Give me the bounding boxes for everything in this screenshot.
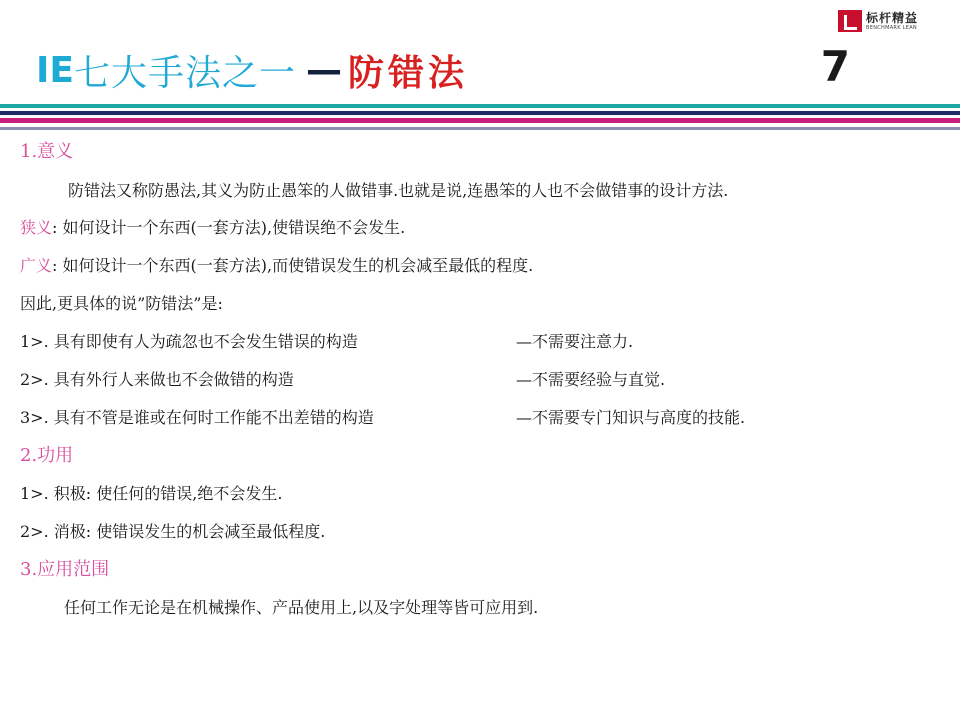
item-left: 2>. 具有外行人来做也不会做错的构造 [20, 370, 294, 389]
narrow-definition [20, 209, 940, 247]
logo-mark-icon [838, 10, 862, 32]
logo-en: BENCHMARK LEAN [866, 24, 917, 31]
item-right: —不需要注意力. [516, 332, 634, 351]
page-title [36, 44, 468, 96]
title-prefix: IE [36, 49, 74, 91]
page-number: 7 [820, 42, 850, 91]
meaning-paragraph: 防错法又称防愚法,其义为防止愚笨的人做错事.也就是说,连愚笨的人也不会做错事的设计方法. [68, 181, 729, 200]
logo-cn: 标杆精益 [866, 10, 919, 25]
narrow-text: : 如何设计一个东西(一套方法),使错误绝不会发生. [52, 218, 406, 237]
logo-text [866, 12, 918, 31]
therefore-line: 因此,更具体的说”防错法”是: [20, 294, 223, 313]
title-divider [0, 104, 960, 130]
list-item [20, 399, 940, 437]
item-left: 1>. 具有即使有人为疏忽也不会发生错误的构造 [20, 332, 358, 351]
broad-text: : 如何设计一个东西(一套方法),而使错误发生的机会减至最低的程度. [52, 256, 534, 275]
broad-definition [20, 247, 940, 285]
narrow-label: 狭义 [20, 218, 53, 237]
list-item [20, 361, 940, 399]
list-item: 2>. 消极: 使错误发生的机会减至最低程度. [20, 522, 326, 541]
brand-logo [838, 8, 930, 34]
list-item [20, 323, 940, 361]
section-heading-meaning: 1.意义 [20, 141, 74, 162]
broad-label: 广义 [20, 256, 53, 275]
item-left: 3>. 具有不管是谁或在何时工作能不出差错的构造 [20, 408, 374, 427]
title-cn: 七大手法之一 [74, 52, 297, 94]
item-right: —不需要经验与直觉. [516, 370, 666, 389]
title-dash: — [306, 49, 343, 91]
section-heading-function: 2.功用 [20, 445, 74, 466]
section-heading-scope: 3.应用范围 [20, 559, 110, 580]
slide-content [20, 133, 940, 627]
item-right: —不需要专门知识与高度的技能. [516, 408, 746, 427]
title-highlight: 防错法 [348, 52, 469, 94]
scope-text: 任何工作无论是在机械操作、产品使用上,以及字处理等皆可应用到. [64, 598, 539, 617]
list-item: 1>. 积极: 使任何的错误,绝不会发生. [20, 484, 283, 503]
